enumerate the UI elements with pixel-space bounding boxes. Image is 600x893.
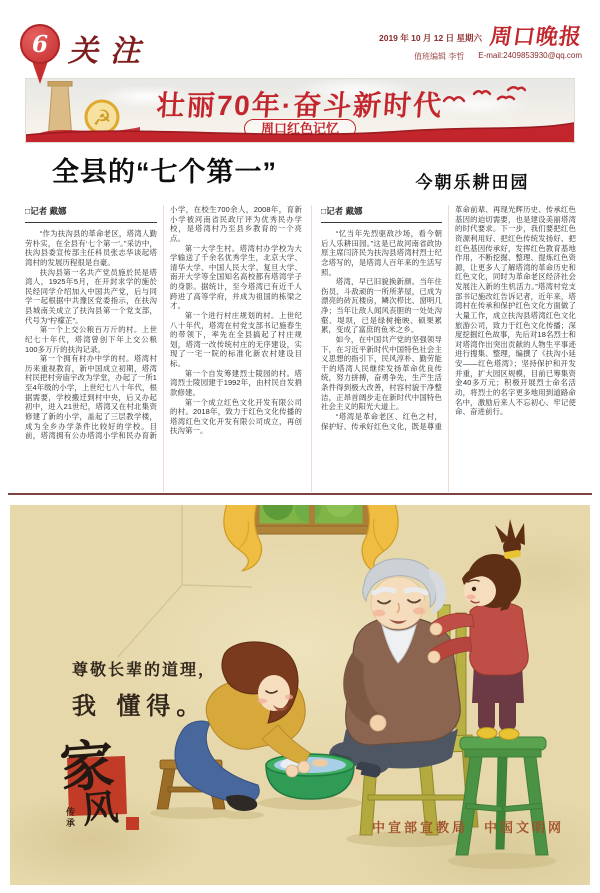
pin-circle-icon: [20, 24, 60, 64]
psa-slogan: [72, 657, 216, 721]
byline-left: □记者 戴娜: [25, 205, 157, 223]
slogan-line2: 我 懂得。: [72, 691, 207, 720]
window: [249, 505, 373, 534]
seal-character-2: 风: [79, 786, 121, 832]
banner-title: 壮丽70年·奋斗新时代: [155, 90, 445, 121]
green-stool: [456, 737, 548, 855]
paragraph: 第一个成立红色文化开发有限公司的村。2018年，致力于红色文化传播的塔湾红色文化开发有限公司成立，再创扶沟第一。: [170, 397, 302, 436]
slogan-line1: 尊敬长辈的道理，: [72, 660, 217, 679]
paragraph: 如今，在中国共产党的坚强领导下，在习近平新时代中国特色社会主义思想的指引下，民风淳朴、勤劳能干的塔湾人民继续发扬革命优良传统，努力拼搏，奋勇争先，生产生活条件得到极大改善，村容村貌干净整洁，正昂首阔步走在新时代中国特色社会主义的阳光大道上。: [321, 334, 442, 412]
paragraph: 第一个上交公粮百万斤的村。上世纪七十年代，塔湾曾创下年上交公粮100多万斤的扶沟记录。: [25, 325, 157, 354]
red-wave: [26, 122, 574, 142]
byline-right: □记者 戴娜: [321, 205, 442, 223]
headline-right: 今朝乐耕田园: [415, 173, 530, 192]
headline-left: 全县的“七个第一”: [52, 157, 277, 187]
page-number-badge: [20, 24, 58, 84]
wash-basin: [266, 754, 354, 799]
section-divider: [8, 493, 592, 495]
birds-icon: [440, 85, 526, 111]
theme-banner: [25, 78, 575, 143]
masthead-logo: 周口晚报: [488, 24, 584, 50]
paragraph: 第一个自发筹建烈士陵园的村。塔湾烈士陵园建于1992年，由村民自发捐款修建。: [170, 368, 302, 397]
paragraph: 第一个进行村庄规划的村。上世纪八十年代，塔湾在村党支部书记施春生的带领下，率先在全县搞起了村庄规划，塔湾一改传统村庄的无序建设，实现了一宅一院的标准化新农村建设目标。: [170, 310, 302, 368]
duty-editor: 值班编辑 李哲: [414, 52, 465, 61]
psa-illustration: [10, 505, 590, 885]
psa-attribution: 中宣部宣教局 中国文明网: [371, 820, 564, 835]
contact-email: E-mail:2409853930@qq.com: [478, 51, 582, 60]
seal-subtext: 传承: [65, 807, 75, 829]
party-emblem-glyph: ☭: [92, 107, 112, 130]
page-number: 6: [31, 30, 48, 58]
seal-small-square: [126, 817, 139, 830]
paragraph: “塔湾是革命老区、红色之村，保护好、传承好红色文化，既是尊重革命前辈、再现光辉历史、传承红色基因的迫切需要，也是建设美丽塔湾的时代要求。下一步，我们要把红色资源利用好、把红色传统发扬好、把红色基因传承好，发挥红色教育基地作用，不断挖掘、整理、提炼红色资源，让更多人了解塔湾的革命历史和红色文化，同时为革命老区经济社会发展注入新的生机活力。”塔湾村党支部书记施改红告诉记者，近年来，塔湾村在传承和保护红色文化方面做了大量工作，成立扶沟县塔湾红色文化旅游公司，致力于红色文化传播；深度挖掘红色故事，先后对18名烈士和对塔湾作出突出贡献的人物生平事迹进行搜集、整理，编撰了《扶沟小延安——红色塔湾》；坚持保护和开发并重，扩大园区规模，目前已筹集资金40多万元；积极开展烈士命名活动，将烈士的名字更多地用到道路命名中，激励后来人不忘初心、牢记使命、奋进前行。: [321, 205, 576, 431]
header-right: [379, 26, 582, 62]
section-title: 关注: [68, 34, 152, 69]
article-right-body: [311, 205, 576, 492]
family-tradition-seal: [56, 732, 148, 855]
banner-subtitle: 周口红色记忆: [244, 119, 356, 138]
red-top: [470, 602, 529, 675]
paragraph: 塔湾，早已旧貌换新颜。当年住伤员、斗敌顽的一所所茅屋，已成为漂亮的砖瓦楼房，鳞次栉比、窗明几净；当年让敌人闻风丧胆的一处处沟壑、堤坝，已是绿树掩映、硕果累累，变成了富庶的鱼米之乡。: [321, 277, 442, 335]
article-left-body: [25, 205, 302, 492]
seal-character-1: 家: [57, 732, 117, 800]
paragraph: 第一个拥有村办中学的村。塔湾村历来重视教育，新中国成立初期，塔湾村民把村旁庙宇改为学堂，办起了一所1至4年级的小学，上世纪七八十年代，根据需要，学校搬迁到村中央，后又办起初中，进入21世纪，塔湾又在村北集资修建了新的小学，盖起了三层教学楼，成为全乡办学条件比较好的学校。目前，塔湾拥有公办塔湾小学和民办育新小学，在校生700余人，2008年，育新小学被河南省民政厅评为优秀民办学校，是塔湾村乃至县乡教育的一个亮点。: [25, 205, 302, 441]
issue-date: 2019 年 10 月 12 日 星期六: [378, 33, 482, 43]
paragraph: 第一大学生村。塔湾村办学校为大学输送了千余名优秀学生，北京大学、清华大学、中国人民大学、复旦大学、南开大学等全国知名高校都有塔湾学子的身影。据统计，至今塔湾已有近千人跨进了高等学府，并成为祖国的栋梁之才。: [170, 243, 302, 311]
paragraph: “忆当年先烈驱敌沙场，看今朝后人乐耕田园。”这是已故河南省政协原主席闫济民为扶沟县塔湾村烈士纪念塔写的，是塔湾人百年来的生活写照。: [321, 229, 442, 277]
paragraph: “作为扶沟县的革命老区，塔湾人勤劳朴实，在全县有‘七个第一’。”采访中，扶沟县委宣传部主任科员张志华谈起塔湾村的发展历程很是自豪。: [25, 229, 157, 267]
paragraph: 扶沟县第一名共产党员施於民是塔湾人，1925年5月，在开封求学的施於民经同学介绍加入中国共产党，后与同学一起根据中共豫区党委指示，在扶沟县城南关成立了扶沟县第一个党支部，代号为“柠檬芷”。: [25, 267, 157, 325]
